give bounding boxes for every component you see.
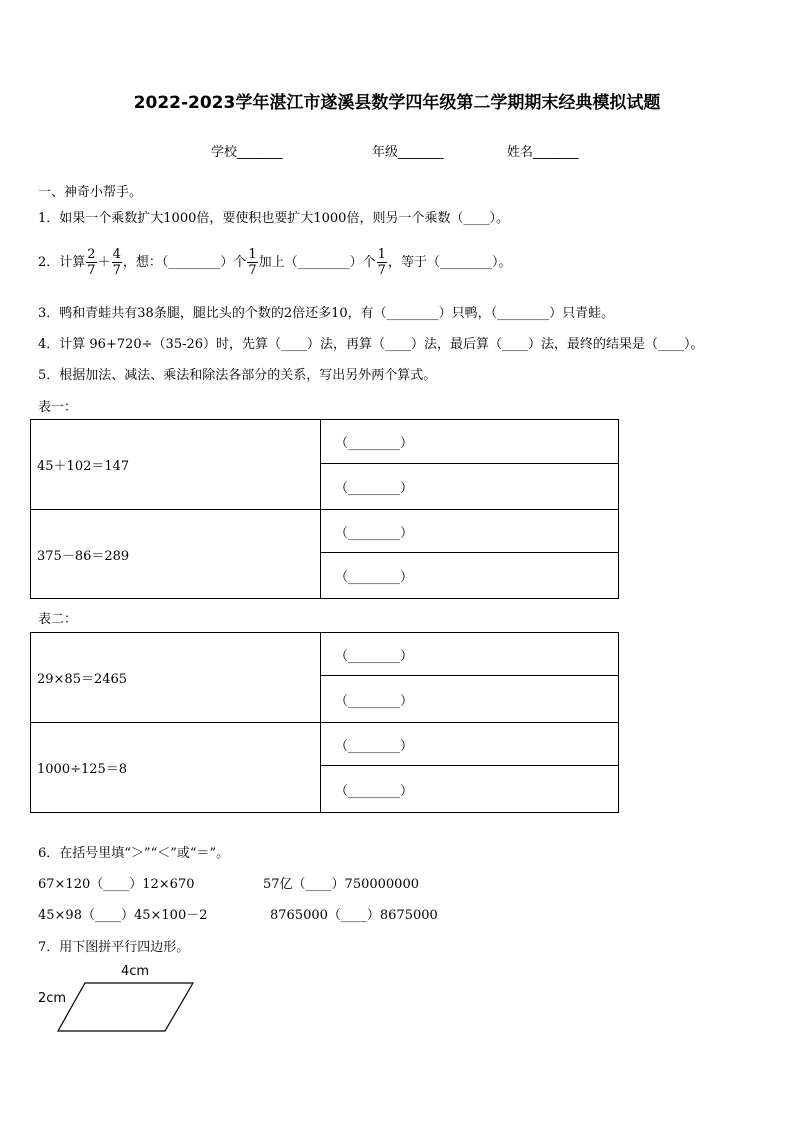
question-7: 7．用下图拼平行四边形。 [38, 940, 190, 955]
fraction: $\frac{2}{7}$ [87, 247, 96, 278]
q2-prefix: 2．计算 [38, 255, 86, 270]
figure-top-label: 4cm [121, 964, 150, 979]
question-6: 6．在括号里填“＞”“＜”或“＝”。 [38, 846, 230, 861]
section-heading: 一、神奇小帮手。 [38, 185, 143, 200]
question-5: 5．根据加法、减法、乘法和除法各部分的关系，写出另外两个算式。 [38, 368, 437, 383]
answer-blank[interactable]: （________） [321, 723, 619, 766]
table-cell-expression: 45＋102＝147 [31, 420, 321, 510]
fraction: $\frac{1}{7}$ [377, 247, 386, 278]
table-cell-expression: 1000÷125＝8 [31, 723, 321, 813]
answer-blank[interactable]: （________） [321, 676, 619, 723]
comparison-item: 57亿（____）750000000 [263, 877, 419, 892]
q2-text: ，等于（________）。 [387, 255, 512, 270]
answer-blank[interactable]: （________） [321, 464, 619, 510]
page-title: 2022-2023学年湛江市遂溪县数学四年级第二学期期末经典模拟试题 [133, 93, 661, 113]
table-2 [30, 632, 619, 813]
table-label: 表二： [38, 612, 78, 627]
question-3: 3．鸭和青蛙共有38条腿，腿比头的个数的2倍还多10，有（________）只鸭，（________）只青蛙。 [38, 306, 615, 321]
table-1 [30, 419, 619, 599]
answer-blank[interactable]: （________） [321, 766, 619, 813]
parallelogram-figure [55, 978, 200, 1038]
comparison-item: 67×120（____）12×670 [38, 877, 195, 892]
plus-sign: ＋ [97, 255, 111, 270]
name-field[interactable]: 姓名_______ [507, 145, 579, 160]
school-field[interactable]: 学校_______ [211, 145, 283, 160]
question-2 [38, 243, 511, 283]
question-1: 1．如果一个乘数扩大1000倍，要使积也要扩大1000倍，则另一个乘数（____）。 [38, 211, 509, 226]
answer-blank[interactable]: （________） [321, 553, 619, 599]
answer-blank[interactable]: （________） [321, 420, 619, 464]
fraction: $\frac{1}{7}$ [248, 247, 257, 278]
answer-blank[interactable]: （________） [321, 633, 619, 676]
question-4: 4．计算 96+720÷（35-26）时，先算（____）法，再算（____）法，最后算（____）法，最终的结果是（____）。 [38, 337, 704, 352]
q2-text: 加上（________）个 [258, 255, 376, 270]
table-label: 表一： [38, 400, 78, 415]
comparison-item: 8765000（____）8675000 [270, 908, 438, 923]
q2-text: ，想：（________）个 [122, 255, 247, 270]
answer-blank[interactable]: （________） [321, 510, 619, 553]
grade-field[interactable]: 年级_______ [372, 145, 444, 160]
figure-side-label: 2cm [38, 991, 67, 1006]
table-cell-expression: 375－86＝289 [31, 510, 321, 599]
fraction: $\frac{4}{7}$ [112, 247, 121, 278]
table-cell-expression: 29×85＝2465 [31, 633, 321, 723]
comparison-item: 45×98（____）45×100－2 [38, 908, 208, 923]
